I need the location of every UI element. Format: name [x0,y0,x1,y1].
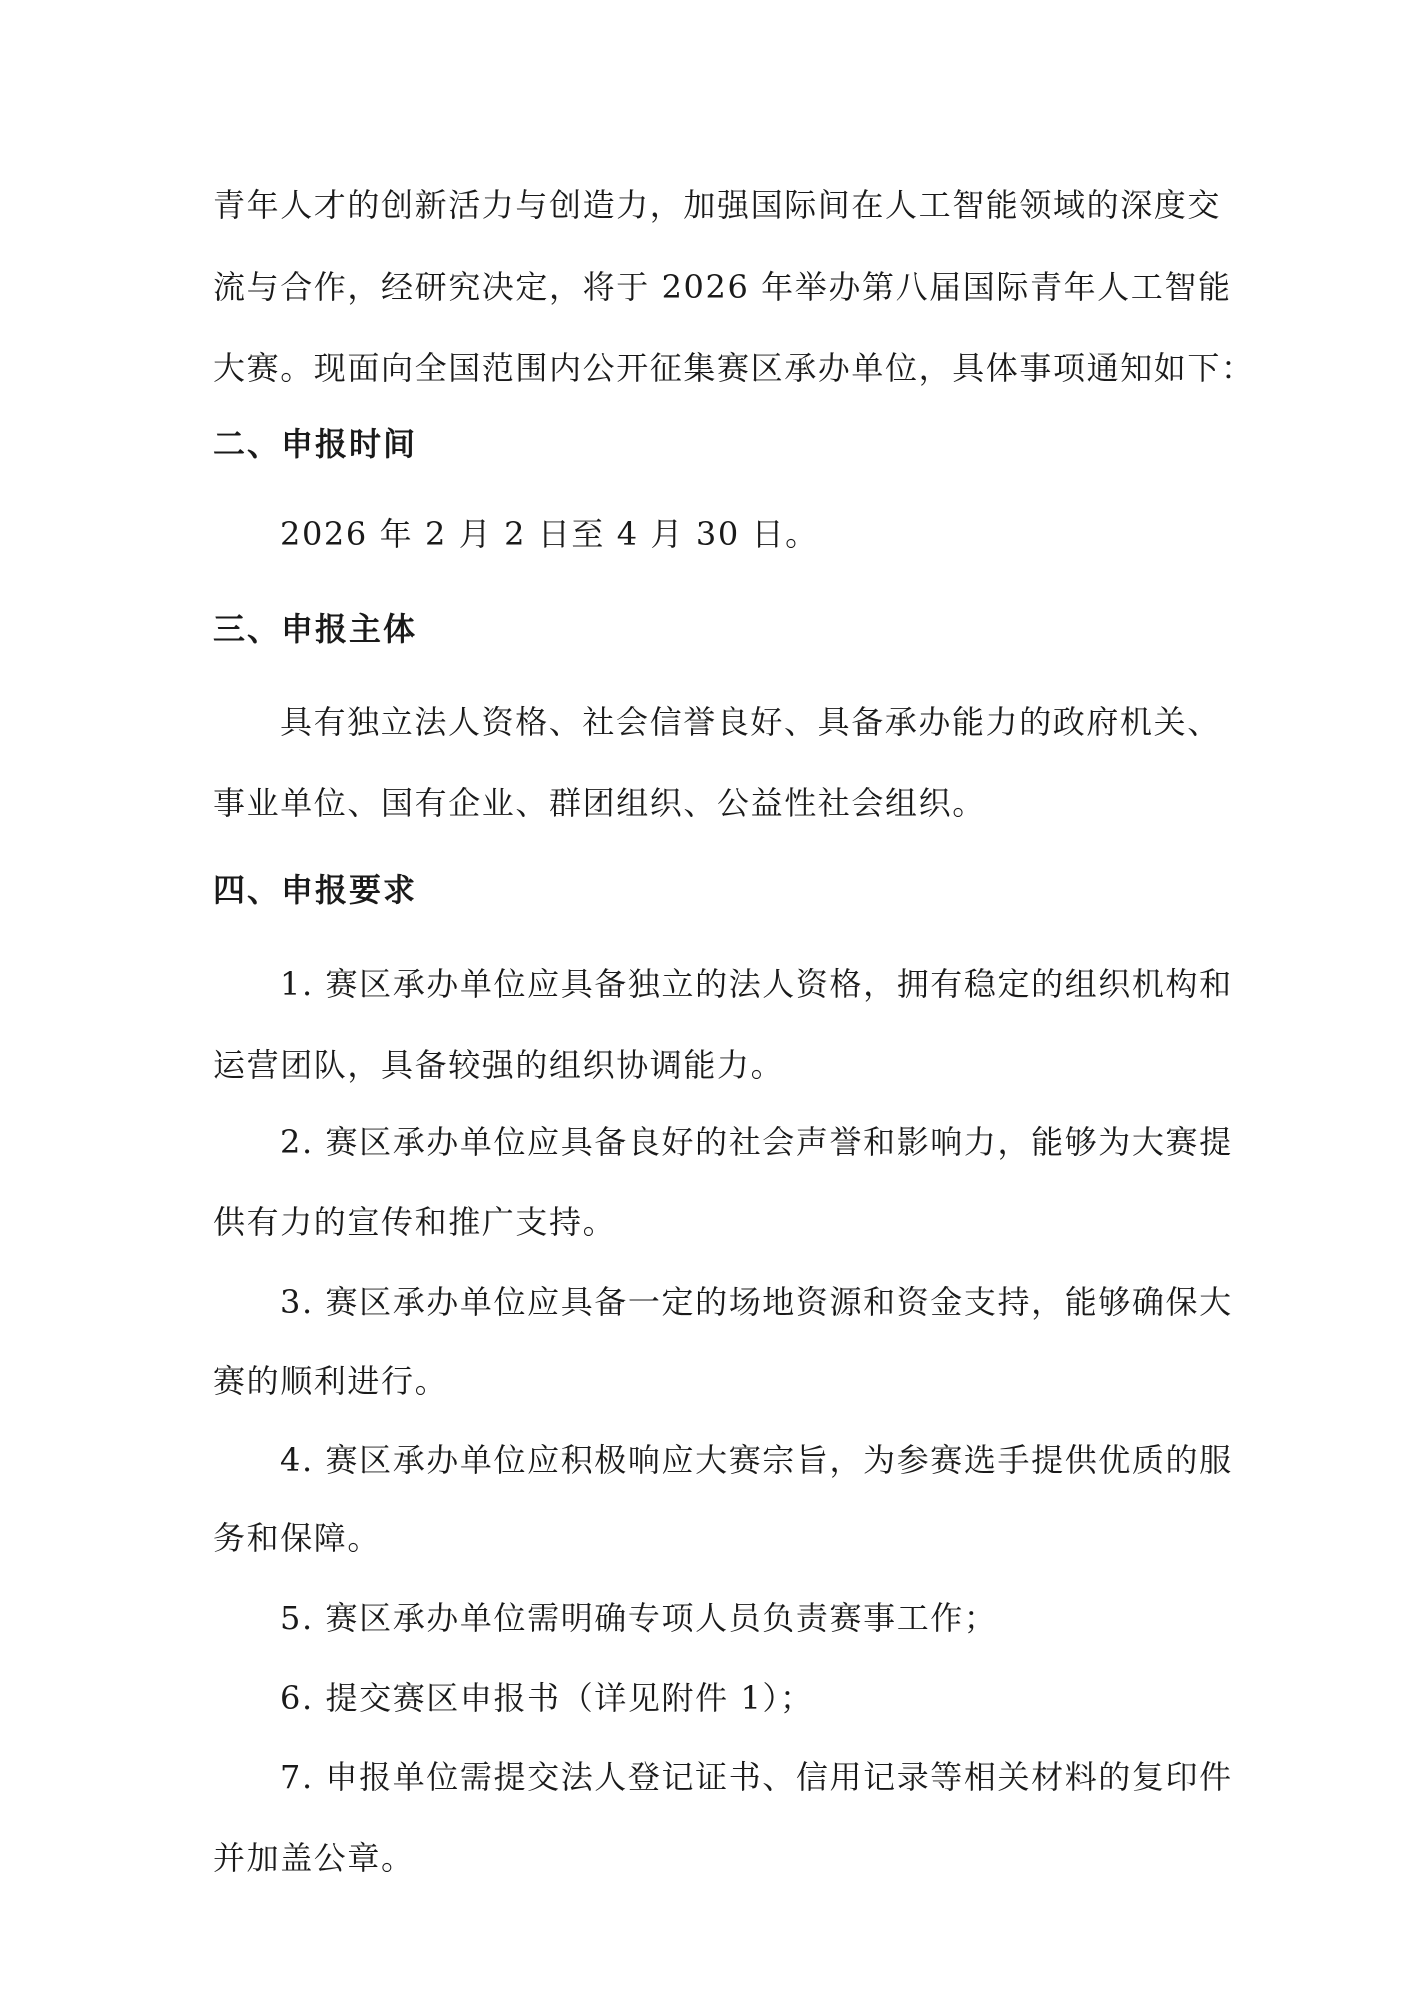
intro-line-2: 流与合作，经研究决定，将于 2026 年举办第八届国际青年人工智能 [213,268,1232,306]
requirement-2-line-1: 2. 赛区承办单位应具备良好的社会声誉和影响力，能够为大赛提 [280,1123,1233,1161]
requirement-3-line-2: 赛的顺利进行。 [213,1362,449,1400]
requirement-2-line-2: 供有力的宣传和推广支持。 [213,1203,617,1241]
requirement-7-line-2: 并加盖公章。 [213,1839,415,1877]
section-heading-application-time: 二、申报时间 [213,425,418,463]
requirement-7-line-1: 7. 申报单位需提交法人登记证书、信用记录等相关材料的复印件 [280,1758,1233,1796]
applicant-line-1: 具有独立法人资格、社会信誉良好、具备承办能力的政府机关、 [280,703,1221,741]
intro-line-3: 大赛。现面向全国范围内公开征集赛区承办单位，具体事项通知如下： [213,349,1255,387]
requirement-4-line-1: 4. 赛区承办单位应积极响应大赛宗旨，为参赛选手提供优质的服 [280,1441,1233,1479]
requirement-1-line-1: 1. 赛区承办单位应具备独立的法人资格，拥有稳定的组织机构和 [280,965,1233,1003]
section-heading-requirements: 四、申报要求 [213,871,418,909]
requirement-1-line-2: 运营团队，具备较强的组织协调能力。 [213,1046,785,1084]
requirement-3-line-1: 3. 赛区承办单位应具备一定的场地资源和资金支持，能够确保大 [280,1283,1233,1321]
applicant-line-2: 事业单位、国有企业、群团组织、公益性社会组织。 [213,784,986,822]
section-heading-applicant: 三、申报主体 [213,610,418,648]
intro-line-1: 青年人才的创新活力与创造力，加强国际间在人工智能领域的深度交 [213,186,1222,224]
application-time-text: 2026 年 2 月 2 日至 4 月 30 日。 [280,515,819,553]
requirement-5: 5. 赛区承办单位需明确专项人员负责赛事工作； [280,1599,998,1637]
requirement-4-line-2: 务和保障。 [213,1519,382,1557]
requirement-6: 6. 提交赛区申报书（详见附件 1）； [280,1679,814,1717]
